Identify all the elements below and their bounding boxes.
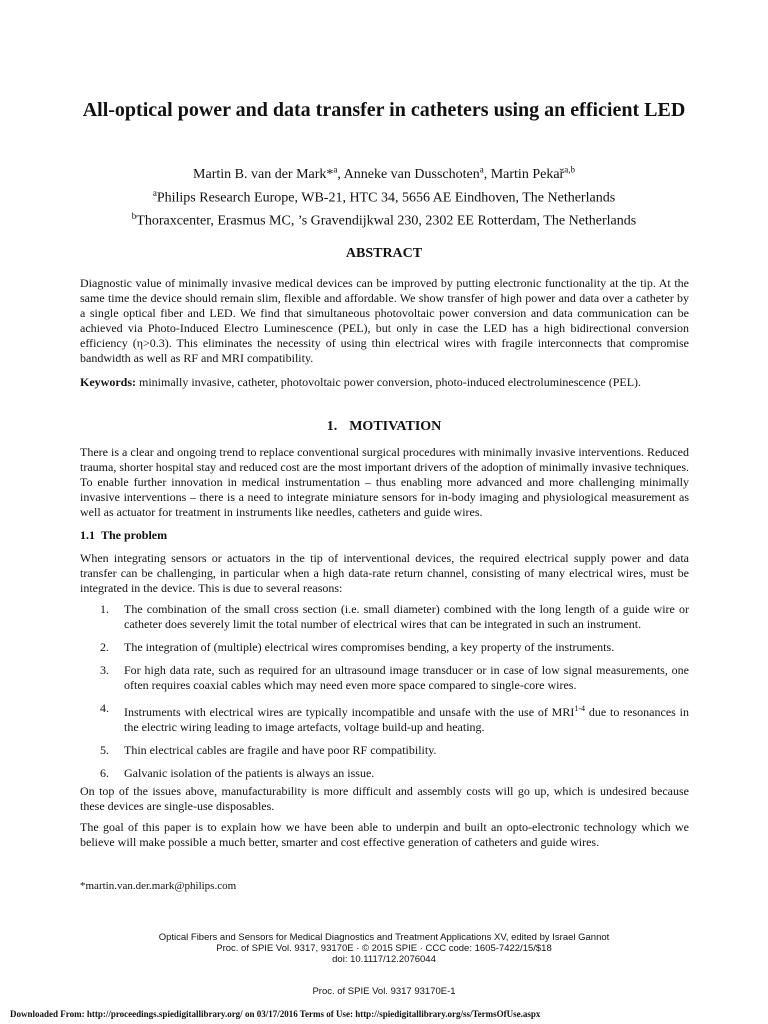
abstract-text: Diagnostic value of minimally invasive medical devices can be improved by putting electronic functionality at the tip. At the same time the device should remain slim, flexible and affordable. We show transfer of high power and data over a catheter by a single optical fiber and LED. We find that simultaneous photovoltaic power conversion and data communication can be achieved via Photo-Induced Electro Luminescence (PEL), but only in case the LED has a high bidirectional conversion efficiency (η>0.3). This eliminates the necessity of using thin electrical wires with fragile interconnects that compromise bandwidth as well as RF and MRI compatibility. [80, 276, 689, 365]
subsection-number: 1.1 [80, 528, 95, 542]
keywords [80, 375, 689, 390]
goal-paragraph: The goal of this paper is to explain how we have been able to underpin and built an opto-electronic technology which we believe will make possible a much better, smarter and cost effective generation of catheters and guide wires. [80, 820, 689, 849]
list-text: due to resonances in the electric wiring leading to image artefacts, voltage build-up and heating. [124, 705, 689, 734]
list-text: Instruments with electrical wires are typically incompatible and unsafe with the use of MRI [124, 705, 575, 719]
keywords-text: minimally invasive, catheter, photovoltaic power conversion, photo-induced electroluminescence (PEL). [136, 375, 642, 389]
subsection-title: The problem [101, 528, 168, 542]
affiliation-text: Philips Research Europe, WB-21, HTC 34, 5656 AE Eindhoven, The Netherlands [156, 190, 616, 206]
author-name: Martin B. van der Mark* [193, 166, 334, 182]
list-item [80, 701, 689, 735]
list-number: 6. [100, 766, 109, 780]
list-text: Galvanic isolation of the patients is always an issue. [124, 766, 375, 780]
list-number: 4. [100, 701, 109, 715]
affiliation-mark: a [152, 187, 157, 198]
footer-doi: doi: 10.1117/12.2076044 [332, 954, 436, 965]
footer-line: Optical Fibers and Sensors for Medical Diagnostics and Treatment Applications XV, edited by Israel Gannot [158, 932, 610, 943]
page-number: Proc. of SPIE Vol. 9317 93170E-1 [312, 986, 456, 997]
author-email-footnote: *martin.van.der.mark@philips.com [80, 880, 237, 892]
affiliation-text: Thoraxcenter, Erasmus MC, ’s Gravendijkwal 230, 2302 EE Rotterdam, The Netherlands [136, 213, 637, 229]
section-number: 1. [326, 419, 338, 434]
list-text: Thin electrical cables are fragile and have poor RF compatibility. [124, 743, 437, 757]
citation-mark: 1-4 [574, 704, 586, 713]
author-name: , Anneke van Dusschoten [337, 166, 480, 182]
problem-paragraph: When integrating sensors or actuators in the tip of interventional devices, the required electrical supply power and data transfer can be challenging, in particular when a high data-rate return channel, consisting of many electrical wires, must be integrated in the device. This is due to several reasons: [80, 551, 689, 595]
list-text: The combination of the small cross section (i.e. small diameter) combined with the long length of a guide wire or catheter does severely limit the total number of electrical wires that can be integrated in such an instrument. [124, 602, 689, 631]
author-line [193, 164, 575, 182]
list-number: 1. [100, 602, 109, 616]
list-text: The integration of (multiple) electrical wires compromises bending, a key property of the instruments. [124, 640, 615, 654]
list-item [80, 766, 689, 781]
keywords-label: Keywords: [80, 375, 136, 389]
list-item [80, 663, 689, 693]
affiliation [0, 184, 768, 208]
proceedings-footer [0, 932, 768, 965]
download-middle: on 03/17/2016 Terms of Use: [242, 1009, 356, 1019]
list-item [80, 640, 689, 655]
subsection-heading [80, 528, 167, 543]
author-name: , Martin Pekař [483, 166, 565, 182]
affiliation [0, 207, 768, 231]
motivation-paragraph: There is a clear and ongoing trend to replace conventional surgical procedures with minimally invasive interventions. Reduced trauma, shorter hospital stay and reduced cost are the most important drivers of the adoption of minimally invasive techniques. To enable further innovation in medical instrumentation – thus enabling more advanced and more challenging minimally invasive interventions – there is a need to integrate miniature sensors for in-body imaging and physiological measurement as well as actuator for treatment in instruments like needles, catheters and guide wires. [80, 445, 689, 519]
section-heading [0, 419, 768, 435]
list-number: 3. [100, 663, 109, 677]
footer-line: Proc. of SPIE Vol. 9317, 93170E · © 2015 SPIE · CCC code: 1605-7422/15/$18 [216, 943, 552, 954]
list-item [80, 602, 689, 632]
author-affiliation-mark: a [333, 164, 338, 174]
reasons-list [80, 602, 689, 789]
affiliation-mark: b [131, 211, 137, 222]
abstract-heading: ABSTRACT [345, 246, 423, 261]
list-number: 2. [100, 640, 109, 654]
download-prefix: Downloaded From: [10, 1009, 87, 1019]
author-affiliation-mark: a,b [564, 164, 575, 174]
download-notice [10, 1009, 540, 1019]
list-text: For high data rate, such as required for an ultrasound image transducer or in case of low signal measurements, one often requires coaxial cables which may need even more space compared to single-core wires. [124, 663, 689, 692]
manufacturability-paragraph: On top of the issues above, manufacturability is more difficult and assembly costs will go up, which is undesired because these devices are single-use disposables. [80, 784, 689, 813]
list-item [80, 743, 689, 758]
author-block [0, 160, 768, 231]
paper-title: All-optical power and data transfer in catheters using an efficient LED [82, 99, 686, 121]
terms-of-use-link[interactable]: http://spiedigitallibrary.org/ss/TermsOfUse.aspx [355, 1009, 541, 1019]
section-title: MOTIVATION [349, 419, 442, 434]
author-affiliation-mark: a [479, 164, 484, 174]
list-number: 5. [100, 743, 109, 757]
proceedings-link[interactable]: http://proceedings.spiedigitallibrary.org/ [86, 1009, 243, 1019]
